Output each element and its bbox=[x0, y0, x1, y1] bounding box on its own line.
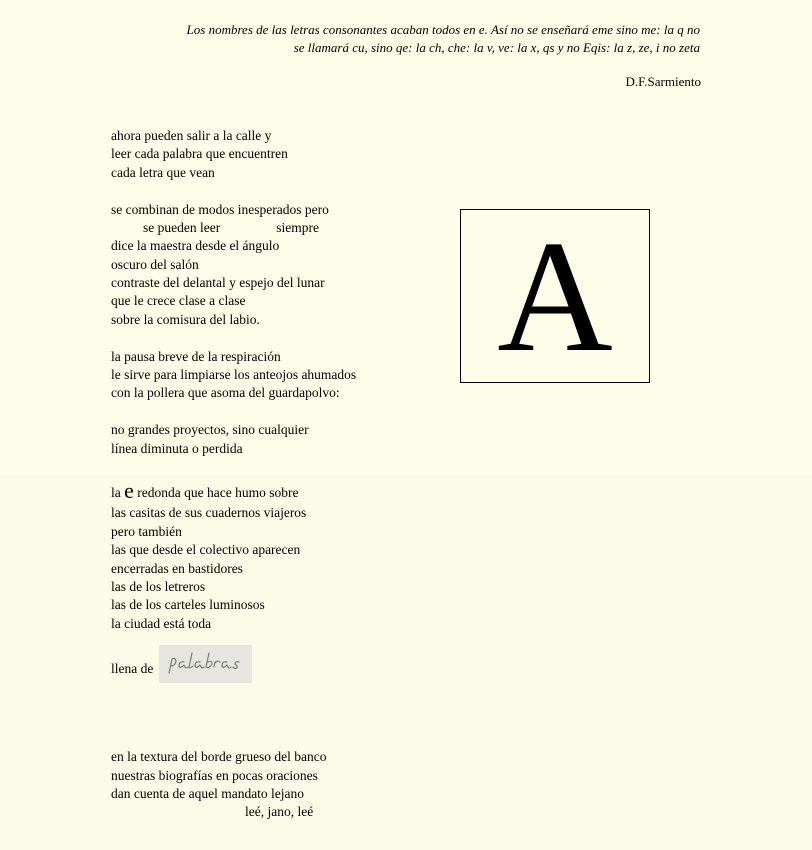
poem-line: encerradas en bastidores bbox=[111, 561, 243, 576]
poem-line: en la textura del borde grueso del banco bbox=[111, 749, 327, 764]
epigraph-line-2: se llamará cu, sino qe: la ch, che: la v, ve: la x, qs y no Eqis: la z, ze, i no zeta bbox=[293, 40, 700, 55]
poem-line: sobre la comisura del labio. bbox=[111, 312, 260, 327]
poem-line: contraste del delantal y espejo del lunar bbox=[111, 275, 325, 290]
poem-line: las de los carteles luminosos bbox=[111, 597, 265, 612]
poem-line: pero también bbox=[111, 524, 182, 539]
poem-line: las de los letreros bbox=[111, 579, 206, 594]
poem-line bbox=[111, 478, 299, 503]
poem-line: la pausa breve de la respiración bbox=[111, 349, 281, 364]
poem-line: que le crece clase a clase bbox=[111, 293, 246, 308]
poem-line: ahora pueden salir a la calle y bbox=[111, 128, 272, 143]
poem-line: le sirve para limpiarse los anteojos ahumados bbox=[111, 367, 357, 382]
poem-line: nuestras biografías en pocas oraciones bbox=[111, 768, 318, 783]
handwritten-word-image bbox=[159, 645, 252, 683]
poem-fragment: se pueden leer bbox=[143, 220, 221, 235]
poem-fragment: siempre bbox=[276, 220, 319, 235]
poem-line: cada letra que vean bbox=[111, 165, 215, 180]
poem-line: dan cuenta de aquel mandato lejano bbox=[111, 786, 305, 801]
epigraph-line-1: Los nombres de las letras consonantes acaban todos en e. Así no se enseñará eme sino me: la q no bbox=[186, 22, 700, 37]
big-letter: A bbox=[497, 207, 613, 385]
big-e-letter: e bbox=[124, 478, 134, 503]
epigraph bbox=[100, 21, 700, 57]
poem-fragment: redonda que hace humo sobre bbox=[137, 485, 299, 500]
poem-line bbox=[143, 219, 319, 237]
poem-line bbox=[111, 645, 252, 683]
poem-line: con la pollera que asoma del guardapolvo: bbox=[111, 385, 340, 400]
poem-line: las casitas de sus cuadernos viajeros bbox=[111, 505, 307, 520]
poem-fragment: la bbox=[111, 485, 121, 500]
poem-fragment: llena de bbox=[111, 661, 154, 676]
poem-line: dice la maestra desde el ángulo bbox=[111, 238, 280, 253]
epigraph-author: D.F.Sarmiento bbox=[625, 74, 701, 89]
poem-line: se combinan de modos inesperados pero bbox=[111, 202, 329, 217]
big-letter-frame bbox=[460, 209, 650, 383]
poem-line: las que desde el colectivo aparecen bbox=[111, 542, 301, 557]
poem-line: la ciudad está toda bbox=[111, 616, 212, 631]
poem-line: línea diminuta o perdida bbox=[111, 441, 243, 456]
poem-line: leer cada palabra que encuentren bbox=[111, 146, 288, 161]
poem-line: leé, jano, leé bbox=[245, 804, 314, 819]
poem-line: no grandes proyectos, sino cualquier bbox=[111, 422, 309, 437]
poem-line: oscuro del salón bbox=[111, 257, 199, 272]
